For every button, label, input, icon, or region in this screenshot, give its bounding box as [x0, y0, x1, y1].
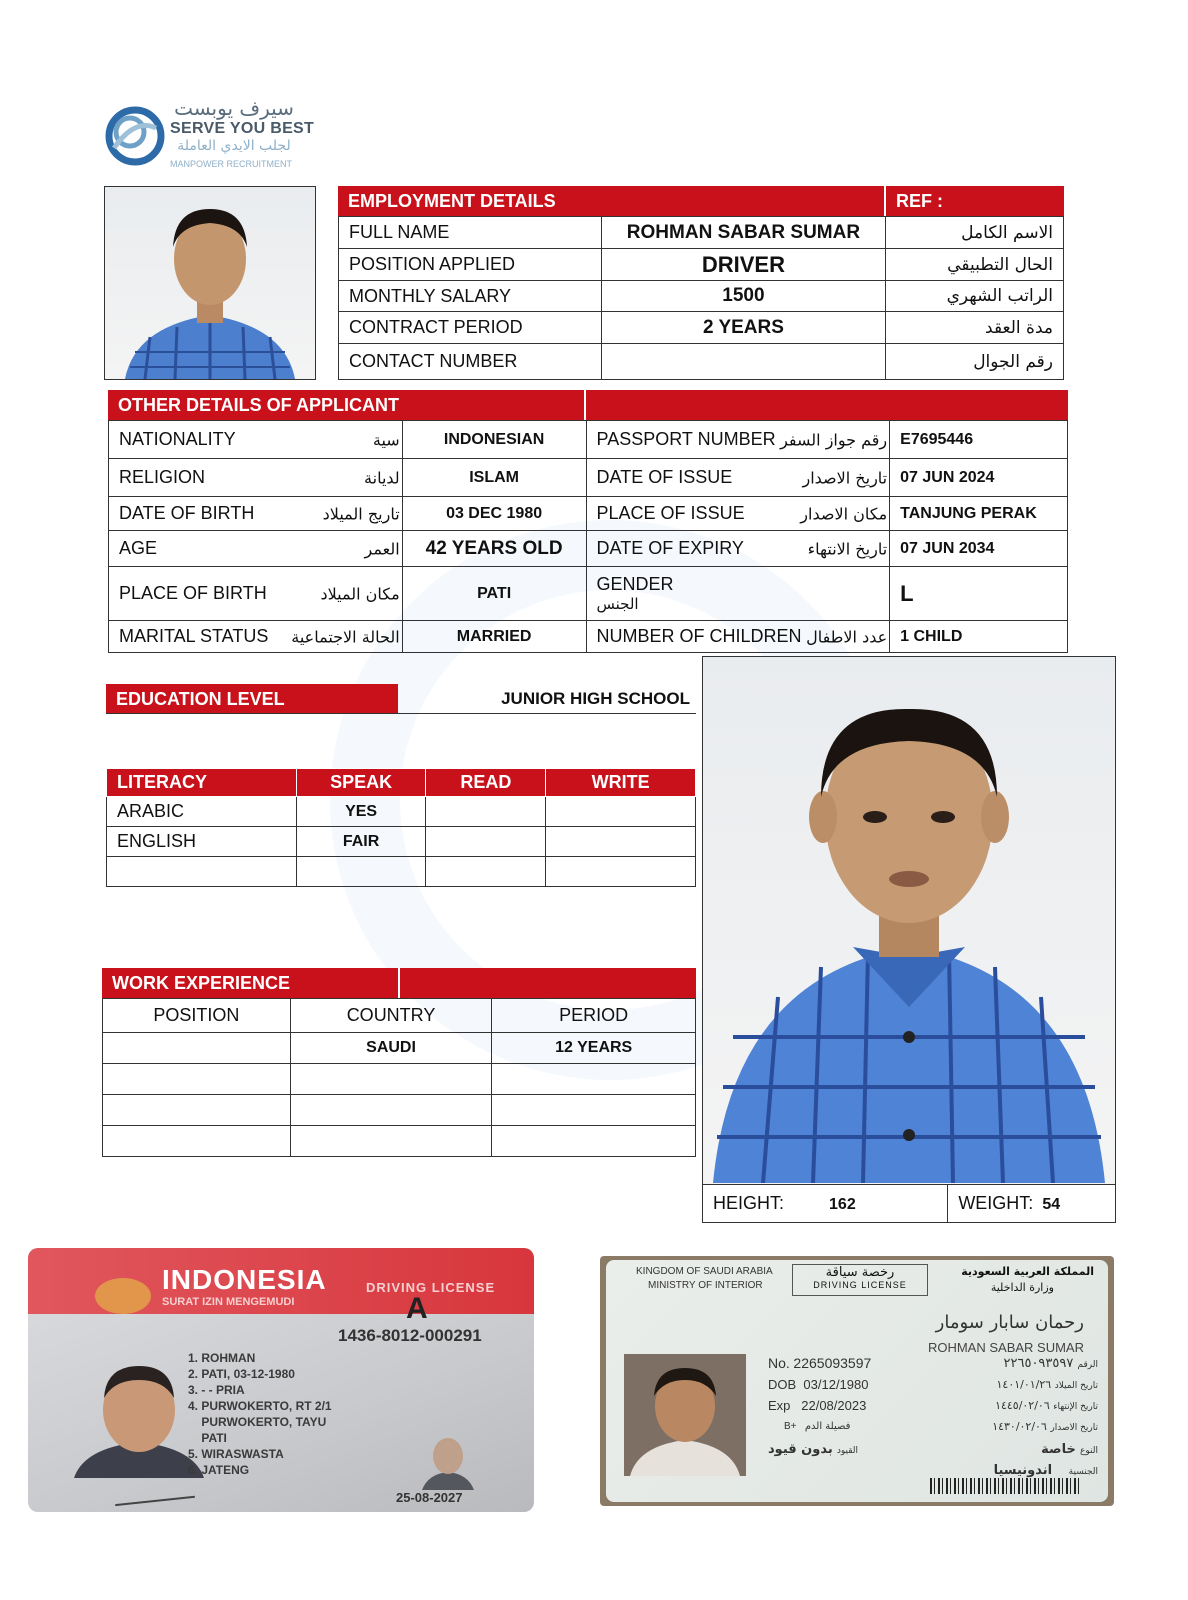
employment-row — [339, 281, 1064, 312]
other-label-right-text: DATE OF ISSUE — [596, 467, 733, 487]
employment-value: ROHMAN SABAR SUMAR — [601, 217, 886, 249]
literacy-header-cell: READ — [426, 769, 546, 797]
work-cell — [103, 1033, 291, 1064]
employment-label: MONTHLY SALARY — [339, 281, 602, 312]
literacy-cell — [546, 827, 696, 857]
work-column-header: COUNTRY — [290, 999, 492, 1033]
license-detail-line: 5. WIRASWASTA — [188, 1447, 284, 1461]
literacy-header-cell: LITERACY — [107, 769, 297, 797]
logo-arabic-name: سيرف يوبست — [174, 96, 294, 120]
other-label-left-text: PLACE OF BIRTH — [119, 583, 267, 603]
employment-row — [339, 344, 1064, 380]
other-label-left — [109, 421, 403, 459]
employment-row — [339, 217, 1064, 249]
work-experience-section — [102, 968, 696, 1157]
license-detail-line: 1. ROHMAN — [188, 1351, 256, 1365]
work-cell — [492, 1095, 696, 1126]
other-label-left-arabic: مكان الميلاد — [320, 584, 400, 603]
work-cell — [103, 1095, 291, 1126]
other-details-row — [109, 531, 1068, 567]
saudi-details: No. 2265093597 الرقم ٢٢٦٥٠٩٣٥٩٧ DOB 03/12/1980 تاريخ الميلاد ١٤٠١/٠١/٢٦ Exp 22/08/2023 تاريخ الإنتهاء ١٤٤٥/٠٢/٠٦ B+ فصيلة الدم تاريخ الاصدار ١٤٣٠/٠٢/٠٦ النوع خاصة القيود بدون قيود الجنسية اندونيسيا — [768, 1355, 1098, 1478]
other-details-row — [109, 567, 1068, 621]
saudi-barcode — [930, 1478, 1080, 1494]
employment-arabic-label: الحال التطبيقي — [886, 249, 1064, 281]
work-cell — [290, 1064, 492, 1095]
license-signature — [113, 1476, 195, 1506]
license-class: A — [406, 1292, 428, 1325]
other-value-left: ISLAM — [402, 459, 586, 497]
other-label-right-text: PLACE OF ISSUE — [596, 503, 745, 523]
employment-value — [601, 344, 886, 380]
other-label-right-arabic: تاريخ الانتهاء — [807, 539, 888, 558]
license-detail-line: 6. JATENG — [188, 1463, 250, 1477]
person-portrait-icon — [418, 1430, 478, 1490]
literacy-cell — [426, 797, 546, 827]
other-details-section — [108, 390, 1068, 653]
work-row — [103, 1095, 696, 1126]
logo-arabic-tagline: لجلب الايدي العاملة — [177, 138, 291, 154]
other-label-left-text: DATE OF BIRTH — [119, 503, 255, 523]
license-subtitle: SURAT IZIN MENGEMUDI — [162, 1296, 295, 1308]
other-label-left-text: AGE — [119, 538, 158, 558]
employment-arabic-label: رقم الجوال — [886, 344, 1064, 380]
other-details-row — [109, 421, 1068, 459]
logo-emblem-icon — [100, 98, 170, 174]
other-label-right — [586, 531, 890, 567]
license-type: DRIVING LICENSE — [366, 1280, 496, 1295]
employment-table — [338, 216, 1064, 380]
saudi-dob: 03/12/1980 — [803, 1377, 869, 1392]
employment-value: DRIVER — [601, 249, 886, 281]
other-value-left: 42 YEARS OLD — [402, 531, 586, 567]
literacy-table — [106, 768, 696, 887]
work-cell: SAUDI — [290, 1033, 492, 1064]
applicant-photo-small — [104, 186, 316, 380]
other-label-right-text: PASSPORT NUMBER — [596, 429, 776, 449]
other-value-left: PATI — [402, 567, 586, 621]
saudi-kingdom-en: KINGDOM OF SAUDI ARABIA — [636, 1266, 773, 1277]
height-value: 162 — [829, 1196, 856, 1213]
literacy-header-row — [107, 769, 696, 797]
other-details-table — [108, 420, 1068, 653]
other-label-right-arabic: مكان الاصدار — [800, 504, 888, 523]
other-value-right: 07 JUN 2024 — [890, 459, 1068, 497]
education-level-header: EDUCATION LEVEL — [106, 684, 398, 713]
other-label-left — [109, 531, 403, 567]
work-cell — [492, 1126, 696, 1157]
license-small-photo — [418, 1430, 478, 1490]
weight-label: WEIGHT: — [958, 1193, 1034, 1213]
other-value-left: INDONESIAN — [402, 421, 586, 459]
literacy-cell — [426, 827, 546, 857]
literacy-cell — [546, 797, 696, 827]
other-label-right-arabic: تاريخ الاصدار — [802, 468, 888, 487]
employment-value: 2 YEARS — [601, 312, 886, 344]
work-cell — [290, 1126, 492, 1157]
other-value-right: 07 JUN 2034 — [890, 531, 1068, 567]
employment-arabic-label: مدة العقد — [886, 312, 1064, 344]
work-experience-header: WORK EXPERIENCE — [102, 968, 400, 998]
other-label-left — [109, 497, 403, 531]
other-label-left-text: NATIONALITY — [119, 429, 236, 449]
other-label-right — [586, 621, 890, 653]
police-emblem-icon — [88, 1268, 158, 1318]
other-label-left-arabic: الحالة الاجتماعية — [291, 627, 400, 646]
indonesia-driving-license — [28, 1248, 534, 1512]
work-column-header: PERIOD — [492, 999, 696, 1033]
saudi-name-en: ROHMAN SABAR SUMAR — [927, 1340, 1084, 1355]
saudi-license-title: رخصة سياقة DRIVING LICENSE — [792, 1264, 928, 1296]
other-label-right-text: DATE OF EXPIRY — [596, 538, 744, 558]
other-details-row — [109, 459, 1068, 497]
literacy-cell — [546, 857, 696, 887]
work-row — [103, 1033, 696, 1064]
other-value-right: TANJUNG PERAK — [890, 497, 1068, 531]
saudi-photo — [624, 1354, 746, 1476]
logo-english-name: SERVE YOU BEST — [170, 120, 315, 137]
literacy-cell — [296, 857, 426, 887]
other-label-left-arabic: سية — [372, 430, 400, 449]
logo-subtitle: MANPOWER RECRUITMENT — [170, 159, 292, 169]
literacy-row — [107, 857, 696, 887]
company-logo — [100, 96, 320, 176]
other-label-left-text: RELIGION — [119, 467, 206, 487]
other-label-right-arabic: الجنس — [596, 595, 639, 613]
work-experience-table — [102, 998, 696, 1157]
saudi-license-no: 2265093597 — [793, 1355, 872, 1371]
other-value-right: E7695446 — [890, 421, 1068, 459]
employment-label: CONTRACT PERIOD — [339, 312, 602, 344]
work-cell — [492, 1064, 696, 1095]
license-detail-line: PURWOKERTO, TAYU — [188, 1415, 327, 1429]
employment-row — [339, 249, 1064, 281]
other-details-row — [109, 497, 1068, 531]
work-row — [103, 1126, 696, 1157]
work-cell — [103, 1126, 291, 1157]
height-label: HEIGHT: — [713, 1193, 785, 1213]
applicant-photo-large — [702, 656, 1116, 1184]
other-label-left-arabic: العمر — [364, 539, 400, 558]
employment-details-header: EMPLOYMENT DETAILS — [338, 186, 886, 216]
literacy-cell: ENGLISH — [107, 827, 297, 857]
other-label-left-arabic: لديانة — [364, 468, 400, 487]
employment-arabic-label: الاسم الكامل — [886, 217, 1064, 249]
work-cell — [290, 1095, 492, 1126]
saudi-exp: 22/08/2023 — [801, 1398, 867, 1413]
license-detail-line: 2. PATI, 03-12-1980 — [188, 1367, 295, 1381]
literacy-cell — [426, 857, 546, 887]
other-value-left: MARRIED — [402, 621, 586, 653]
literacy-cell: YES — [296, 797, 426, 827]
other-label-right-arabic: عدد الاطفال — [806, 627, 888, 646]
literacy-cell: ARABIC — [107, 797, 297, 827]
other-details-header: OTHER DETAILS OF APPLICANT — [108, 390, 586, 420]
other-label-left — [109, 567, 403, 621]
person-portrait-icon — [703, 657, 1115, 1183]
literacy-row — [107, 797, 696, 827]
employment-label: POSITION APPLIED — [339, 249, 602, 281]
other-label-right — [586, 421, 890, 459]
literacy-cell — [107, 857, 297, 887]
literacy-header-cell: WRITE — [546, 769, 696, 797]
work-cell: 12 YEARS — [492, 1033, 696, 1064]
education-level-section — [106, 684, 696, 714]
license-detail-line: 3. - - PRIA — [188, 1383, 245, 1397]
license-expiry: 25-08-2027 — [396, 1490, 463, 1505]
person-portrait-icon — [105, 187, 315, 379]
literacy-row — [107, 827, 696, 857]
saudi-kingdom-ar: المملكة العربية السعودية — [961, 1265, 1094, 1278]
other-value-left: 03 DEC 1980 — [402, 497, 586, 531]
other-details-header-right — [586, 390, 1068, 420]
other-value-right: 1 CHILD — [890, 621, 1068, 653]
employment-value: 1500 — [601, 281, 886, 312]
other-label-left-text: MARITAL STATUS — [119, 626, 269, 646]
employment-details-section — [338, 186, 1064, 380]
saudi-driving-license — [600, 1256, 1114, 1506]
other-details-row — [109, 621, 1068, 653]
height-weight-table — [702, 1184, 1116, 1223]
other-label-right — [586, 497, 890, 531]
other-value-right: L — [890, 567, 1068, 621]
ref-label: REF : — [886, 186, 1064, 216]
saudi-ministry-en: MINISTRY OF INTERIOR — [648, 1280, 763, 1291]
saudi-ministry-ar: وزارة الداخلية — [990, 1281, 1054, 1294]
license-country: INDONESIA — [162, 1264, 327, 1295]
weight-value: 54 — [1042, 1196, 1061, 1213]
employment-arabic-label: الراتب الشهري — [886, 281, 1064, 312]
employment-label: CONTACT NUMBER — [339, 344, 602, 380]
literacy-header-cell: SPEAK — [296, 769, 426, 797]
employment-row — [339, 312, 1064, 344]
work-column-header: POSITION — [103, 999, 291, 1033]
literacy-cell: FAIR — [296, 827, 426, 857]
other-label-left — [109, 621, 403, 653]
other-label-right — [586, 567, 890, 621]
license-detail-line: PATI — [188, 1431, 227, 1445]
work-cell — [103, 1064, 291, 1095]
other-label-right — [586, 459, 890, 497]
other-label-left-arabic: تاريج الميلاد — [322, 504, 400, 523]
other-label-right-text: NUMBER OF CHILDREN — [596, 626, 802, 646]
work-header-row — [103, 999, 696, 1033]
license-details — [188, 1350, 332, 1478]
other-label-left — [109, 459, 403, 497]
person-portrait-icon — [624, 1354, 746, 1476]
work-experience-header-right — [400, 968, 696, 998]
other-label-right-arabic: رقم جواز السفر — [780, 430, 888, 449]
saudi-name-ar: رحمان سابار سومار — [935, 1312, 1084, 1333]
license-number: 1436-8012-000291 — [338, 1326, 482, 1345]
education-level-value: JUNIOR HIGH SCHOOL — [501, 689, 690, 708]
license-detail-line: 4. PURWOKERTO, RT 2/1 — [188, 1399, 332, 1413]
work-row — [103, 1064, 696, 1095]
employment-label: FULL NAME — [339, 217, 602, 249]
other-label-right-text: GENDER — [596, 574, 674, 594]
